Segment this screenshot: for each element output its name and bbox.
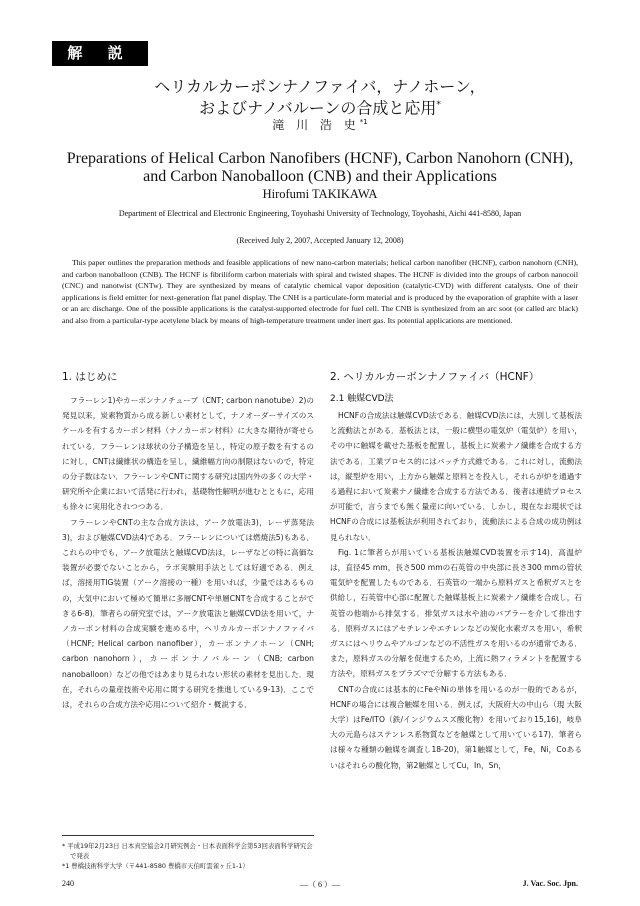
affiliation: Department of Electrical and Electronic Engineering, Toyohashi University of Technology, Toyohashi, Aichi 441-8580, Japan xyxy=(118,209,522,218)
right-column xyxy=(330,370,582,773)
journal-name: J. Vac. Soc. Jpn. xyxy=(522,879,578,888)
en-author: Hirofumi TAKIKAWA xyxy=(262,187,378,201)
jp-author-mark: *1 xyxy=(359,118,368,126)
section-tag: 解 説 xyxy=(52,41,148,66)
section-heading-hcnf: 2. ヘリカルカーボンナノファイバ（HCNF） xyxy=(330,371,540,383)
abstract: This paper outlines the preparation methods and feasible applications of new nano-carbon materials; helical carbon nanofiber (HCNF), carbon nanohorn (CNH), and carbon nanoballoon (CNB). The HCNF is fibriliform carbon materials with spiral and twisted shapes. The HCNF is divided into the groups of carbon nanocoil (CNC) and nanotwist (CNTw). They are synthesized by means of catalytic chemical vapor deposition (catalytic-CVD) with different catalysts. One of their applications is field emitter for next-generation flat panel display. The CNH is a particulate-form material and is produced by the evaporation of graphite with a laser or an arc discharge. One of the possible applications is the catalyst-supported electrode for fuel cell. The CNB is synthesized from an arc soot (or called arc black) and also from a particular-type acetylene black by means of high-temperature treatment under inert gas. Its potential applications are mentioned. xyxy=(62,258,578,325)
jp-title-star: * xyxy=(436,100,441,110)
footnote: *1 豊橋技術科学大学（〒441-8580 豊橋市天伯町雲雀ヶ丘1-1） xyxy=(62,862,249,870)
jp-title-line2: およびナノバルーンの合成と応用* xyxy=(199,98,441,118)
jp-author: 滝 川 浩 史$^{*1}$ xyxy=(272,118,368,132)
left-column xyxy=(62,370,314,712)
footnotes xyxy=(62,835,314,871)
en-title-line2: and Carbon Nanoballoon (CNB) and their Applications xyxy=(143,168,497,185)
body-paragraph: CNTの合成には基本的にFeやNiの単体を用いるのが一般的であるが，HCNFの場合には複合触媒を用いる．例えば，大阪府大の中山ら（現 大阪大学）はFe/ITO（鉄/インジウムスズ酸化物）を用いており15,16)，岐阜大の元島らはステンレス系物質などを触媒として用いている17)．筆者らは様々な種類の触媒を調査し18-20)，第1触媒として，Fe，Ni，Coあるいはそれらの酸化物，第2触媒としてCu，In，Sn， xyxy=(330,684,582,770)
issue-page-number: —（ 6 ）— xyxy=(300,880,340,889)
section-heading-intro: 1. はじめに xyxy=(62,371,118,383)
page-number: 240 xyxy=(62,879,74,888)
body-paragraph: Fig. 1に筆者らが用いている基板法触媒CVD装置を示す14)．高温炉は，直径45 mm，長さ500 mmの石英管の中央部に長さ300 mmの管状電気炉を配置したものである．石英管の一端から原料ガスと希釈ガスとを供給し，石英管中心部に配置した触媒基板上に炭素ナノ繊維を合成し，石英管の他端から排気する．排気ガスは水や油のバブラーを介して排出する．原料ガスにはアセチレンやエチレンなどの炭化水素ガスを用い，希釈ガスにはヘリウムやアルゴンなどの不活性ガスを用いるのが通常である．また，原料ガスの分解を促進するため，上流に熱フィラメントを配置する方法や，原料ガスをプラズマで分解する方法もある． xyxy=(330,547,582,679)
footnote: * 平成19年2月23日 日本真空協会2月研究例会・日本表面科学会第53回表面科学研究会で発表 xyxy=(62,842,313,860)
subsection-heading-cvd: 2.1 触媒CVD法 xyxy=(330,394,394,404)
jp-title-line1: ヘリカルカーボンナノファイバ，ナノホーン， xyxy=(154,77,486,96)
received-dates: (Received July 2, 2007, Accepted January 12, 2008) xyxy=(236,236,404,245)
body-paragraph: HCNFの合成法は触媒CVD法である．触媒CVD法には，大別して基板法と流動法とがある．基板法とは，一般に横型の電気炉（電気炉）を用い，その中に触媒を載せた基板を配置し，基板上に炭素ナノ繊維を合成する方法である．工業プロセス的にはバッチ方式維である．これに対し，流動法は，縦型炉を用い，上方から触媒と原料とを投入し，それらが炉を通過する過程において炭素ナノ繊維を合成する方法である．後者は連続プロセスが可能で，言うまでも無く量産に向いている．しかし，現在なお現状ではHCNFの合成には基板法が利用されており，流動法による合成の成功例は見られない． xyxy=(330,411,582,542)
body-paragraph: フラーレンやCNTの主な合成方法は，アーク放電法3)，レーザ蒸発法3)，および触媒CVD法4)である．フラーレンについては燃焼法5)もある．これらの中でも，アーク放電法と触媒CVD法は，レーザなどの特に高価な装置が必要でないことから，ラボ実験用手法としては好適である．例えば，溶接用TIG装置（アーク溶接の一種）を用いれば，少量ではあるものの，大気中において極めて簡単に多層CNTや単層CNTを合成することができる6-8)．筆者らの研究室では，アーク放電法と触媒CVD法を用いて，ナノカーボン材料の合成実験を進める中，ヘリカルカーボンナノファイバ（HCNF; Helical carbon nanofiber），カーボンナノホーン（CNH; carbon nanohorn），カーボンナノバルーン（CNB; carbon nanoballoon）などの他ではあまり見られない形状の素材を見出した．現在，それらの量産技術や応用に関する研究を推進している9-13)．ここでは，それらの合成方法や応用について紹介・概説する． xyxy=(62,517,314,710)
body-paragraph: フラーレン1)やカーボンナノチューブ（CNT; carbon nanotube）2)の発見以来，炭素物質から成る新しい素材として，ナノオーダーサイズのスケールを有するカーボン材料（ナノカーボン材料）に大きな期待が寄せられている．フラーレンは球状の分子構造を呈し，特定の原子数を有するのに対し，CNTは繊維状の構造を呈し，繊維幅方向の制限はないので，特定の分子数はない．フラーレンやCNTに関する研究は国内外の多くの大学・研究所や企業において活発に行われ，基礎物性解明が進むとともに，応用も徐々に実用化されつつある． xyxy=(62,396,314,512)
en-title-line1: Preparations of Helical Carbon Nanofibers (HCNF), Carbon Nanohorn (CNH), xyxy=(66,150,574,167)
